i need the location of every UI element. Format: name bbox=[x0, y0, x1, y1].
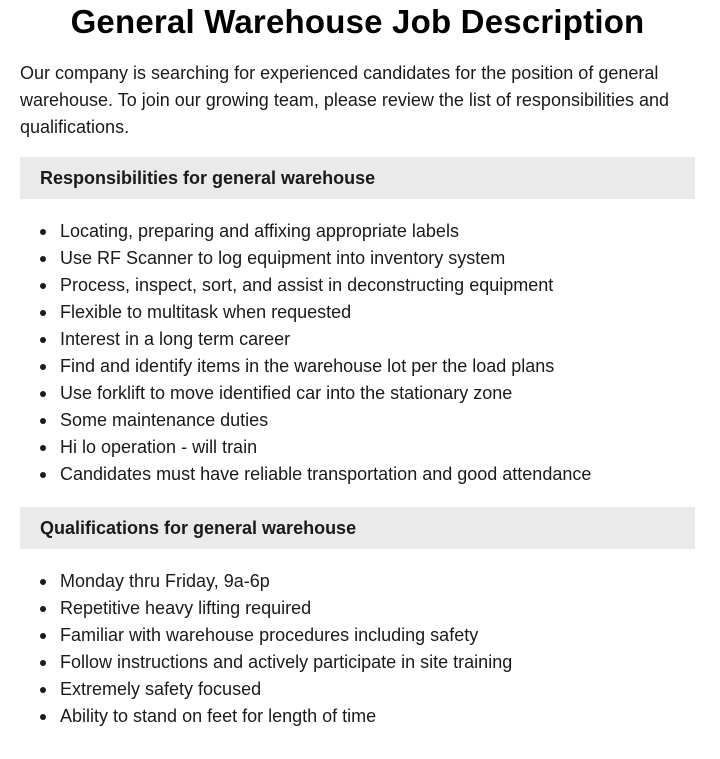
list-item-text: Use RF Scanner to log equipment into inventory system bbox=[60, 248, 506, 268]
list-item-text: Monday thru Friday, 9a-6p bbox=[60, 571, 270, 591]
list-item-text: Find and identify items in the warehouse lot per the load plans bbox=[60, 356, 555, 376]
qualifications-list bbox=[20, 549, 695, 730]
list-item-text: Hi lo operation - will train bbox=[60, 437, 258, 457]
bullet-icon bbox=[40, 633, 46, 639]
bullet-icon bbox=[40, 687, 46, 693]
list-item-text: Familiar with warehouse procedures including safety bbox=[60, 625, 479, 645]
list-item-text: Interest in a long term career bbox=[60, 329, 291, 349]
bullet-icon bbox=[40, 391, 46, 397]
list-item bbox=[20, 353, 695, 380]
bullet-icon bbox=[40, 714, 46, 720]
list-item-text: Repetitive heavy lifting required bbox=[60, 598, 312, 618]
list-item-text: Candidates must have reliable transportation and good attendance bbox=[60, 464, 592, 484]
bullet-icon bbox=[40, 229, 46, 235]
bullet-icon bbox=[40, 660, 46, 666]
qualifications-heading: Qualifications for general warehouse bbox=[40, 517, 357, 538]
bullet-icon bbox=[40, 579, 46, 585]
list-item-text: Follow instructions and actively participate in site training bbox=[60, 652, 513, 672]
list-item bbox=[20, 649, 695, 676]
bullet-icon bbox=[40, 472, 46, 478]
bullet-icon bbox=[40, 445, 46, 451]
intro-paragraph: Our company is searching for experienced candidates for the position of general warehouse. To join our growing team, please review the list of responsibilities and qualifications. bbox=[20, 63, 670, 137]
list-item bbox=[20, 434, 695, 461]
bullet-icon bbox=[40, 283, 46, 289]
page-title: General Warehouse Job Description bbox=[70, 3, 645, 40]
list-item bbox=[20, 218, 695, 245]
bullet-icon bbox=[40, 606, 46, 612]
list-item-text: Ability to stand on feet for length of time bbox=[60, 706, 377, 726]
list-item bbox=[20, 245, 695, 272]
bullet-icon bbox=[40, 418, 46, 424]
list-item-text: Some maintenance duties bbox=[60, 410, 269, 430]
list-item bbox=[20, 380, 695, 407]
list-item-text: Flexible to multitask when requested bbox=[60, 302, 352, 322]
list-item-text: Use forklift to move identified car into the stationary zone bbox=[60, 383, 513, 403]
list-item bbox=[20, 461, 695, 488]
list-item-text: Extremely safety focused bbox=[60, 679, 262, 699]
list-item bbox=[20, 568, 695, 595]
job-description-page bbox=[20, 0, 695, 730]
bullet-icon bbox=[40, 337, 46, 343]
qualifications-header bbox=[20, 507, 695, 549]
list-item bbox=[20, 299, 695, 326]
list-item bbox=[20, 622, 695, 649]
responsibilities-list bbox=[20, 199, 695, 488]
responsibilities-header bbox=[20, 157, 695, 199]
list-item bbox=[20, 272, 695, 299]
list-item bbox=[20, 676, 695, 703]
list-item-text: Process, inspect, sort, and assist in deconstructing equipment bbox=[60, 275, 554, 295]
bullet-icon bbox=[40, 364, 46, 370]
list-item bbox=[20, 595, 695, 622]
bullet-icon bbox=[40, 256, 46, 262]
responsibilities-heading: Responsibilities for general warehouse bbox=[40, 167, 376, 188]
list-item bbox=[20, 326, 695, 353]
bullet-icon bbox=[40, 310, 46, 316]
list-item bbox=[20, 407, 695, 434]
list-item bbox=[20, 703, 695, 730]
list-item-text: Locating, preparing and affixing appropriate labels bbox=[60, 221, 459, 241]
